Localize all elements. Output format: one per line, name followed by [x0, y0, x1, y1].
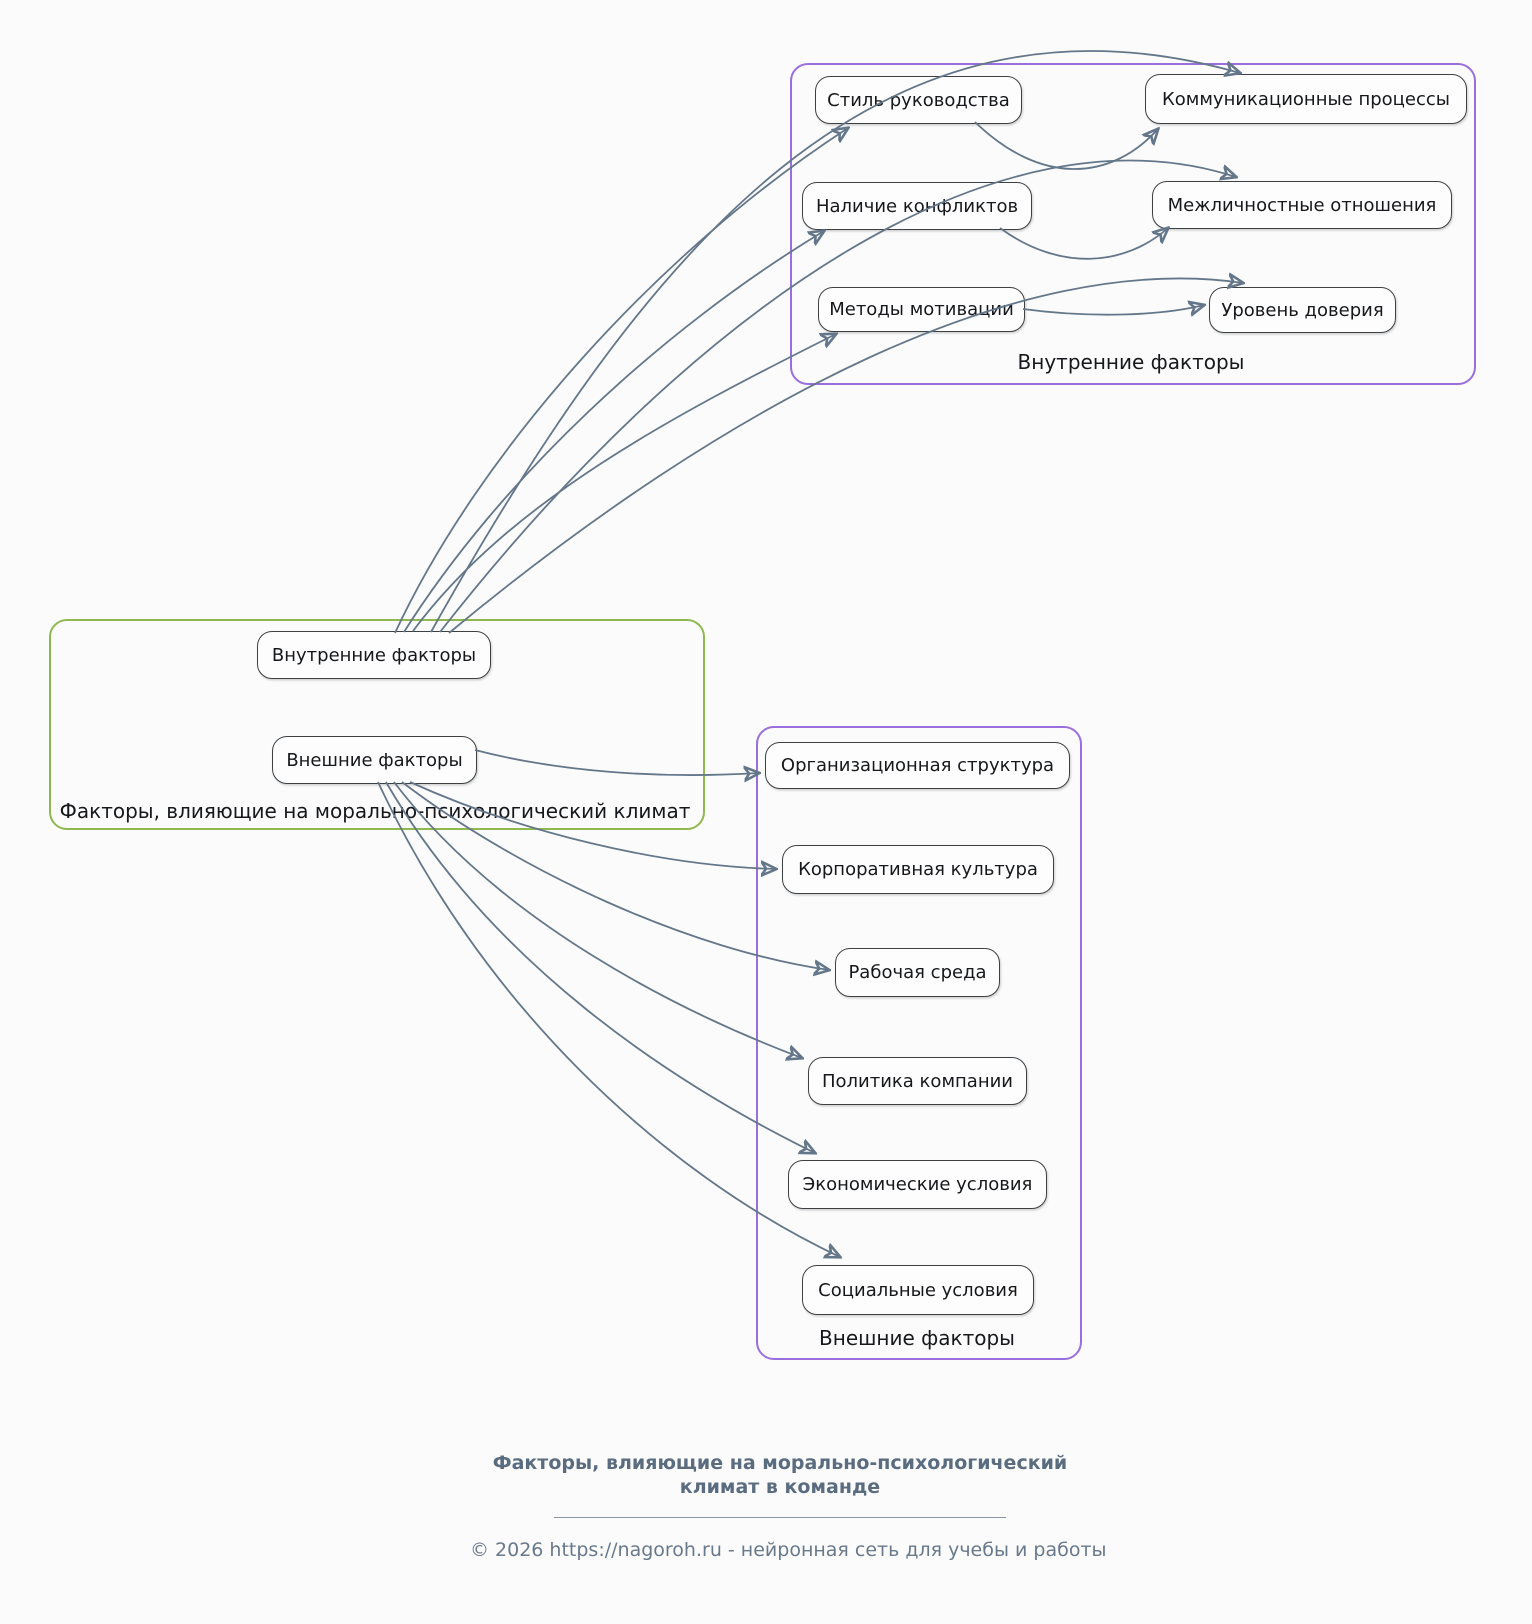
edge-internal-to-style	[395, 128, 848, 633]
node-work-environment-label: Рабочая среда	[848, 962, 987, 983]
node-interpersonal-relations-label: Межличностные отношения	[1167, 194, 1437, 216]
node-company-policy-label: Политика компании	[822, 1070, 1013, 1092]
node-work-environment	[835, 948, 1000, 997]
node-org-structure-label: Организационная структура	[780, 755, 1055, 776]
node-external-factors-source	[272, 736, 477, 784]
node-trust-level	[1209, 287, 1396, 333]
node-conflicts-presence	[802, 182, 1032, 230]
node-internal-factors-source	[257, 631, 491, 679]
node-corporate-culture-label: Корпоративная культура	[798, 859, 1038, 880]
footer-copyright: © 2026 https://nagoroh.ru - нейронная сеть для учебы и работы	[470, 1538, 1107, 1561]
node-communication-processes-label: Коммуникационные процессы	[1161, 88, 1451, 110]
node-economic-conditions	[788, 1160, 1047, 1209]
node-communication-processes	[1145, 74, 1467, 124]
node-leadership-style-label: Стиль руководства	[827, 89, 1010, 111]
node-conflicts-presence-label: Наличие конфликтов	[815, 195, 1019, 217]
node-leadership-style	[815, 76, 1022, 124]
group-internal-factors-label: Внутренние факторы	[1017, 350, 1245, 374]
footer-divider	[554, 1517, 1006, 1518]
group-external-factors-label: Внешние факторы	[819, 1326, 1015, 1350]
node-motivation-methods-label: Методы мотивации	[829, 299, 1014, 320]
node-trust-level-label: Уровень доверия	[1221, 299, 1384, 321]
node-org-structure	[765, 742, 1070, 789]
node-company-policy	[808, 1057, 1027, 1105]
node-economic-conditions-label: Экономические условия	[802, 1174, 1033, 1195]
node-motivation-methods	[818, 287, 1025, 332]
edge-external-to-economic	[386, 782, 815, 1153]
footer-title: Факторы, влияющие на морально-психологический климат в команде	[492, 1452, 1068, 1498]
edge-internal-to-motivation	[413, 334, 836, 631]
node-social-conditions	[802, 1265, 1034, 1315]
edge-internal-to-conflicts	[404, 231, 824, 632]
footer	[470, 1452, 1107, 1561]
node-corporate-culture	[782, 845, 1054, 894]
node-internal-factors-source-label: Внутренние факторы	[271, 644, 477, 666]
node-interpersonal-relations	[1152, 181, 1452, 229]
node-social-conditions-label: Социальные условия	[818, 1279, 1018, 1301]
group-root-label: Факторы, влияющие на морально-психологический климат	[59, 799, 691, 823]
node-external-factors-source-label: Внешние факторы	[286, 749, 463, 771]
